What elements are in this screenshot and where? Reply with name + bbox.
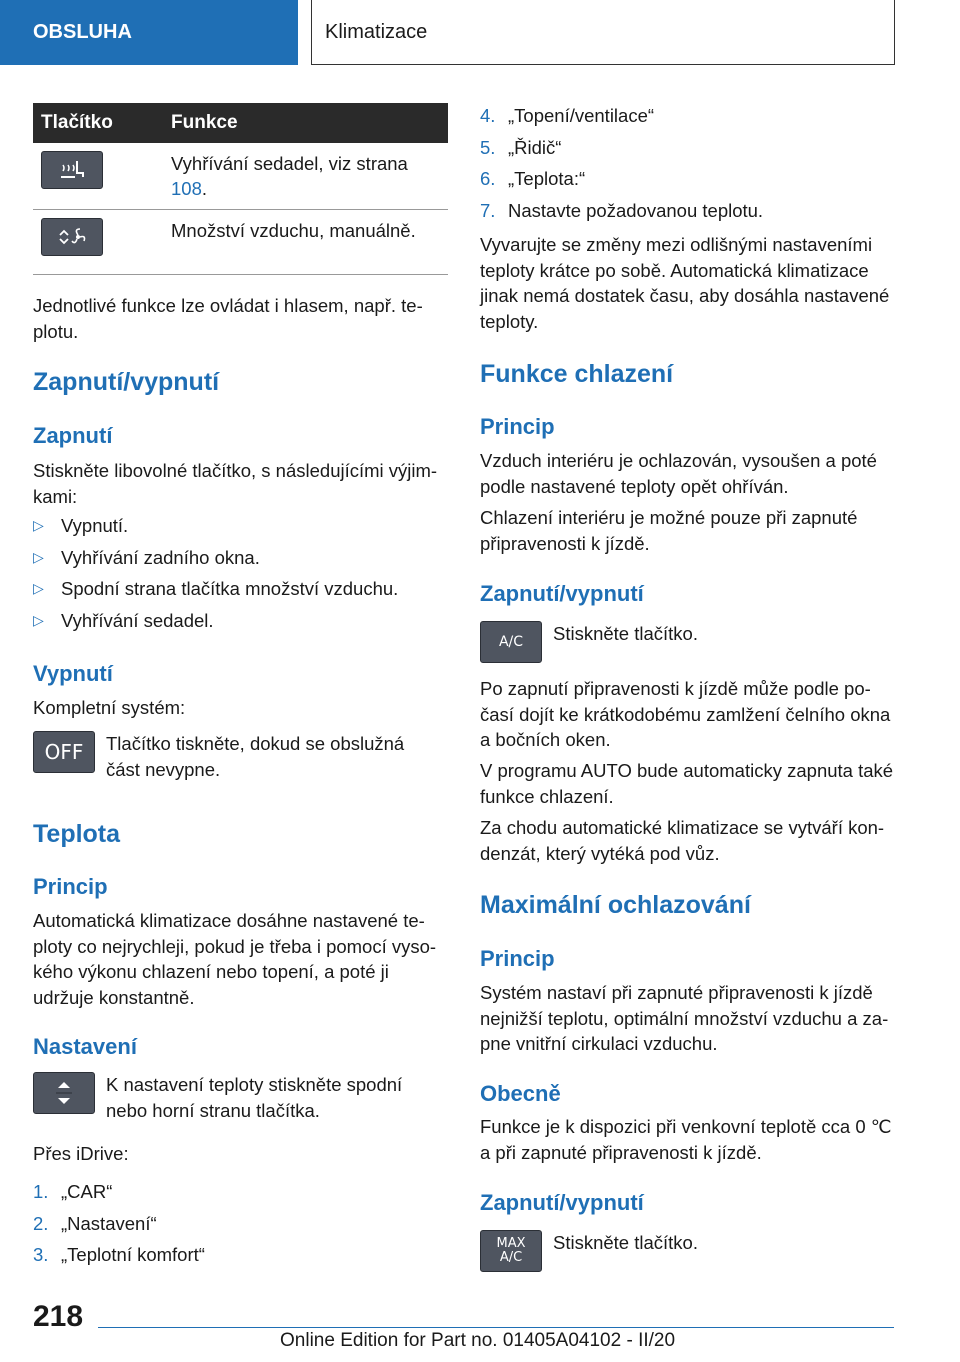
- bullet-marker: ▷: [33, 611, 44, 628]
- section-title: OBSLUHA: [33, 21, 132, 43]
- idrive-steps-continued: [480, 103, 763, 229]
- list-item: [480, 135, 763, 161]
- step-number: 2.: [33, 1212, 49, 1234]
- step-text: „CAR“: [61, 1181, 113, 1202]
- off-button-icon: OFF: [33, 731, 95, 773]
- heading-principle: Princip: [480, 414, 555, 439]
- heading-on-off: Zapnutí/vypnutí: [33, 368, 220, 396]
- heading-on-off: Zapnutí/vypnutí: [480, 1190, 644, 1215]
- chapter-tab: [311, 0, 895, 65]
- page-link[interactable]: 108: [171, 178, 202, 199]
- punct: .: [201, 178, 208, 199]
- press-instruction: Stiskněte tlačítko.: [553, 1232, 698, 1253]
- cooling-text-5: Za chodu automatické klimatizace se vytváří kon-denzát, který vytéká pod vůz.: [480, 817, 885, 864]
- step-text: „Teplotní komfort“: [61, 1244, 205, 1265]
- heading-on: Zapnutí: [33, 423, 113, 448]
- section-tab: [0, 0, 298, 65]
- air-volume-button-icon: [41, 218, 103, 256]
- bullet-marker: ▷: [33, 517, 44, 533]
- bullet-marker: ▷: [33, 580, 44, 596]
- setting-control-row: [33, 1072, 436, 1123]
- step-text: „Řidič“: [508, 136, 562, 158]
- function-table: [33, 103, 448, 275]
- max-ac-label-bottom: A/C: [499, 1250, 523, 1265]
- ac-button-icon: A/C: [480, 621, 542, 663]
- list-item: [33, 576, 448, 602]
- ac-control-row: [480, 621, 698, 663]
- table-header-button: Tlačítko: [33, 103, 163, 143]
- general-text: Funkce je k dispozici při venkovní teplotě cca 0 ℃ a při zapnuté připravenosti k jízdě.: [480, 1116, 892, 1163]
- setting-instruction: K nastavení teploty stiskněte spodní nebo horní stranu tlačítka.: [106, 1074, 403, 1121]
- step-number: 1.: [33, 1181, 49, 1202]
- list-item-text: Vyhřívání zadního okna.: [61, 546, 260, 568]
- step-text: „Nastavení“: [61, 1212, 157, 1234]
- list-item: [33, 545, 448, 571]
- heading-max-cooling: Maximální ochlazování: [480, 891, 751, 919]
- heading-temperature: Teplota: [33, 820, 121, 848]
- heading-setting: Nastavení: [33, 1034, 137, 1059]
- heading-principle: Princip: [480, 946, 555, 971]
- step-text: Nastavte požadovanou teplotu.: [508, 199, 764, 221]
- idrive-steps: [33, 1179, 205, 1274]
- intro-text: Jednotlivé funkce lze ovládat i hlasem, např. te-plotu.: [33, 295, 423, 342]
- table-cell-function: [163, 143, 448, 210]
- press-instruction: Stiskněte tlačítko.: [553, 623, 698, 644]
- list-item-text: Spodní strana tlačítka množství vzduchu.: [61, 578, 399, 599]
- step-number: 5.: [480, 136, 496, 158]
- bullet-marker: ▷: [33, 548, 44, 565]
- list-item: [33, 1211, 205, 1237]
- max-ac-control-row: [480, 1230, 698, 1272]
- seat-heating-button-icon: [41, 151, 103, 189]
- list-item: [33, 1179, 205, 1205]
- cooling-text-2: Chlazení interiéru je možné pouze při zapnuté připravenosti k jízdě.: [480, 507, 858, 554]
- list-item-text: Vyhřívání sedadel.: [61, 609, 214, 631]
- function-text: Vyhřívání sedadel, viz strana: [171, 153, 408, 174]
- on-exceptions-list: [33, 513, 448, 639]
- step-number: 7.: [480, 199, 496, 221]
- cooling-text-4: V programu AUTO bude automaticky zapnuta také funkce chlazení.: [480, 760, 894, 807]
- max-ac-button-icon: [480, 1230, 542, 1272]
- heading-off: Vypnutí: [33, 661, 113, 686]
- heading-cooling: Funkce chlazení: [480, 360, 674, 388]
- step-number: 6.: [480, 168, 496, 189]
- warning-text: Vyvarujte se změny mezi odlišnými nastaveními teploty krátce po sobě. Automatická klimatizace jinak nemá dostatek času, aby dosáhla nastavené teploty.: [480, 234, 890, 332]
- chapter-title: Klimatizace: [325, 20, 428, 43]
- heading-general: Obecně: [480, 1081, 561, 1106]
- max-ac-label-top: MAX: [496, 1236, 526, 1251]
- max-text: Systém nastaví při zapnuté připravenosti k jízdě nejnižší teplotu, optimální množství vzduchu a za-pne vnitřní cirkulaci vzduchu.: [480, 982, 889, 1054]
- step-number: 3.: [33, 1244, 49, 1265]
- step-number: 4.: [480, 105, 496, 126]
- off-control-row: [33, 731, 426, 782]
- page-number: 218: [33, 1300, 84, 1333]
- off-instruction: Tlačítko tiskněte, dokud se obslužná část nevypne.: [106, 733, 405, 780]
- cooling-text-1: Vzduch interiéru je ochlazován, vysoušen a poté podle nastavené teploty opět ohříván.: [480, 450, 877, 497]
- table-row: [33, 143, 448, 210]
- step-text: „Teplota:“: [508, 168, 586, 189]
- temperature-rocker-icon: [33, 1072, 95, 1114]
- off-text: Kompletní systém:: [33, 697, 186, 718]
- list-item: [480, 198, 763, 224]
- list-item: [33, 608, 448, 634]
- on-text: Stiskněte libovolné tlačítko, s následujícími výjim-kami:: [33, 460, 438, 507]
- table-cell-function: Množství vzduchu, manuálně.: [163, 210, 448, 275]
- idrive-text: Přes iDrive:: [33, 1143, 129, 1164]
- step-text: „Topení/ventilace“: [508, 105, 655, 126]
- footer-rule: [98, 1327, 894, 1328]
- list-item: [33, 1242, 205, 1268]
- table-row: [33, 210, 448, 275]
- heading-principle: Princip: [33, 874, 108, 899]
- heading-on-off: Zapnutí/vypnutí: [480, 581, 644, 606]
- cooling-text-3: Po zapnutí připravenosti k jízdě může podle po-časí dojít ke krátkodobému zamlžení čelního okna a bočních oken.: [480, 678, 891, 750]
- list-item: [480, 103, 763, 129]
- table-header-function: Funkce: [163, 103, 448, 143]
- list-item-text: Vypnutí.: [61, 515, 129, 536]
- temperature-text: Automatická klimatizace dosáhne nastavené te-ploty co nejrychleji, pokud je třeba i pomocí vyso-kého výkonu chlazení nebo topení, a poté ji udržuje konstantně.: [33, 910, 437, 1008]
- footer-edition: Online Edition for Part no. 01405A04102 - II/20: [280, 1330, 676, 1351]
- list-item: [480, 166, 763, 192]
- list-item: [33, 513, 448, 539]
